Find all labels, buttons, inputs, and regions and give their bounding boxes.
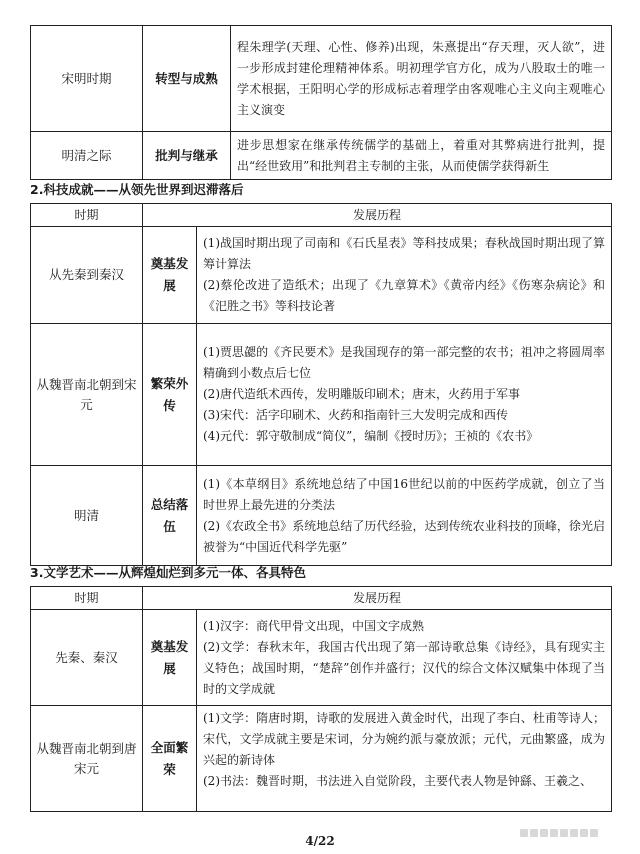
content-line: (4)元代：郭守敬制成“简仪”，编制《授时历》；王祯的《农书》 [203, 429, 539, 443]
column-header-history: 发展历程 [143, 204, 612, 227]
column-header-period: 时期 [31, 204, 143, 227]
content-line: (2)书法：魏晋时期，书法进入自觉阶段，主要代表人物是钟繇、王羲之、 [203, 774, 593, 788]
table-row [31, 610, 612, 706]
content-line: (1)汉字：商代甲骨文出现，中国文字成熟 [203, 618, 424, 633]
table-row [31, 706, 612, 812]
table-row [31, 26, 612, 132]
content-line: (2)文学：春秋末年，我国古代出现了第一部诗歌总集《诗经》，具有现实主义特色；战国时期，“楚辞”创作并盛行；汉代的综合文体汉赋集中体现了当时的文学成就 [203, 639, 605, 696]
period-cell: 宋明时期 [31, 26, 143, 132]
content-line: (1)战国时期出现了司南和《石氏星表》等科技成果；春秋战国时期出现了算筹计算法 [203, 236, 605, 271]
stage-cell: 批判与继承 [143, 132, 231, 180]
column-header-period: 时期 [31, 587, 143, 610]
content-line: (2)《农政全书》系统地总结了历代经验，达到传统农业科技的顶峰，徐光启被誉为“中国近代科学先驱” [203, 518, 605, 554]
stage-cell: 总结落伍 [143, 466, 197, 566]
stage-cell: 繁荣外传 [143, 324, 197, 466]
content-cell [197, 610, 612, 706]
period-cell: 从先秦到秦汉 [31, 227, 143, 324]
content-cell [231, 132, 612, 180]
content-line: (2)蔡伦改进了造纸术；出现了《九章算术》《黄帝内经》《伤寒杂病论》和《汜胜之书》等科技论著 [203, 278, 605, 313]
period-cell: 从魏晋南北朝到唐宋元 [31, 706, 143, 812]
section-heading: 2.科技成就——从领先世界到迟滞落后 [30, 182, 244, 197]
period-cell: 先秦、秦汉 [31, 610, 143, 706]
table-row [31, 227, 612, 324]
literature-table [30, 586, 612, 812]
content-line: (1)《本草纲目》系统地总结了中国16世纪以前的中医药学成就，创立了当时世界上最先进的分类法 [203, 476, 605, 512]
table-header-row [31, 587, 612, 610]
content-line: (1)贾思勰的《齐民要术》是我国现存的第一部完整的农书；祖冲之将圆周率精确到小数点后七位 [203, 345, 605, 380]
section-heading: 3.文学艺术——从辉煌灿烂到多元一体、各具特色 [30, 565, 306, 580]
table-row [31, 324, 612, 466]
stage-cell: 奠基发展 [143, 610, 197, 706]
science-table [30, 203, 612, 566]
content-line: (2)唐代造纸术西传，发明雕版印刷术；唐末，火药用于军事 [203, 387, 521, 401]
period-cell: 从魏晋南北朝到宋元 [31, 324, 143, 466]
content-line: (3)宋代：活字印刷术、火药和指南针三大发明完成和西传 [203, 408, 509, 422]
content-cell [231, 26, 612, 132]
table-header-row [31, 204, 612, 227]
content-line: 进步思想家在继承传统儒学的基础上，着重对其弊病进行批判，提出“经世致用”和批判君主专制的主张，从而使儒学获得新生 [237, 137, 605, 173]
page-number: 4/22 [305, 834, 335, 848]
period-cell: 明清 [31, 466, 143, 566]
content-cell [197, 706, 612, 812]
content-cell [197, 227, 612, 324]
content-line: (1)文学：隋唐时期，诗歌的发展进入黄金时代，出现了李白、杜甫等诗人；宋代，文学成就主要是宋词，分为婉约派与豪放派；元代，元曲繁盛，成为兴起的新诗体 [203, 711, 605, 767]
content-cell [197, 466, 612, 566]
content-line: 程朱理学(天理、心性、修养)出现，朱熹提出“存天理，灭人欲”，进一步形成封建伦理精神体系。明初理学官方化，成为八股取士的唯一学术根据，王阳明心学的形成标志着理学由客观唯心主义向主观唯心主义演变 [237, 39, 605, 117]
content-cell [197, 324, 612, 466]
period-cell: 明清之际 [31, 132, 143, 180]
stage-cell: 转型与成熟 [143, 26, 231, 132]
stage-cell: 奠基发展 [143, 227, 197, 324]
stage-cell: 全面繁荣 [143, 706, 197, 812]
confucianism-table [30, 25, 612, 180]
column-header-history: 发展历程 [143, 587, 612, 610]
table-row [31, 466, 612, 566]
table-row [31, 132, 612, 180]
